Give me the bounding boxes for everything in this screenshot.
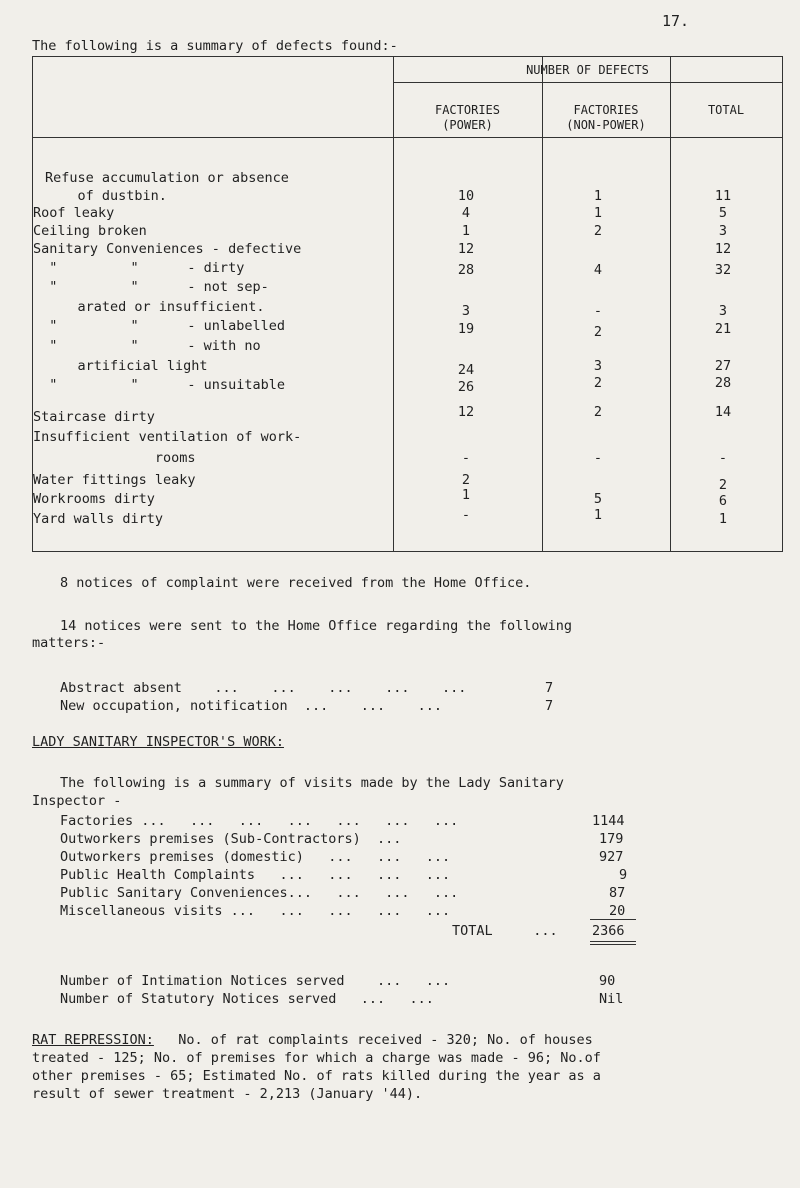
visit-value: 9: [619, 867, 628, 883]
visits-total-value: 2366: [592, 923, 625, 939]
cell-nonpower: 1: [593, 507, 603, 523]
matter-value: 7: [545, 698, 554, 714]
visits-total-label: TOTAL ...: [452, 923, 558, 939]
col-divider: [670, 57, 671, 551]
matter-value: 7: [545, 680, 554, 696]
rat-line: other premises - 65; Estimated No. of rats killed during the year as a: [32, 1068, 601, 1084]
cell-nonpower: 3: [593, 358, 603, 374]
intimation-value: 90: [599, 973, 616, 989]
header-power-line2: (POWER): [442, 118, 493, 132]
row-label: Insufficient ventilation of work-: [33, 429, 302, 445]
header-divider: [393, 82, 782, 83]
cell-power: 1: [461, 487, 471, 503]
rat-line: treated - 125; No. of premises for which a charge was made - 96; No.of: [32, 1050, 601, 1066]
cell-total: 11: [714, 188, 732, 204]
row-label: Roof leaky: [33, 205, 115, 221]
cell-nonpower: 1: [593, 205, 603, 221]
sum-rule: [590, 944, 636, 945]
notices-sent-line1: 14 notices were sent to the Home Office regarding the following: [60, 618, 573, 634]
cell-total: 5: [718, 205, 728, 221]
intimation-label: Number of Intimation Notices served ... ...: [60, 973, 451, 989]
lady-inspector-heading: LADY SANITARY INSPECTOR'S WORK:: [32, 734, 284, 750]
visits-intro-line1: The following is a summary of visits made by the Lady Sanitary: [60, 775, 564, 791]
cell-power: 24: [457, 362, 475, 378]
intro-text: The following is a summary of defects found:-: [32, 38, 398, 54]
col-divider: [393, 57, 394, 551]
cell-nonpower: 4: [593, 262, 603, 278]
row-label: Workrooms dirty: [33, 491, 155, 507]
notices-sent-line2: matters:-: [32, 635, 106, 651]
cell-total: 6: [718, 493, 728, 509]
cell-nonpower: 1: [593, 188, 603, 204]
cell-power: 28: [457, 262, 475, 278]
statutory-value: Nil: [599, 991, 624, 1007]
sum-rule: [590, 919, 636, 920]
row-label: Ceiling broken: [33, 223, 147, 239]
visit-label: Outworkers premises (domestic) ... ... ...: [60, 849, 451, 865]
cell-power: 3: [461, 303, 471, 319]
visit-value: 20: [609, 903, 626, 919]
matter-label: New occupation, notification ... ... ...: [60, 698, 443, 714]
cell-nonpower: 2: [593, 223, 603, 239]
cell-total: 14: [714, 404, 732, 420]
cell-total: 21: [714, 321, 732, 337]
cell-nonpower: 5: [593, 491, 603, 507]
row-label: " " - unsuitable: [33, 377, 285, 393]
cell-power: 26: [457, 379, 475, 395]
cell-nonpower: -: [593, 450, 603, 466]
header-number-of-defects: NUMBER OF DEFECTS: [526, 63, 649, 77]
header-total: TOTAL: [707, 103, 745, 117]
row-label: of dustbin.: [45, 188, 167, 204]
visit-label: Factories ... ... ... ... ... ... ...: [60, 813, 459, 829]
cell-power: 19: [457, 321, 475, 337]
visit-value: 1144: [592, 813, 625, 829]
cell-power: 10: [457, 188, 475, 204]
cell-nonpower: 2: [593, 404, 603, 420]
defects-table: [32, 56, 783, 552]
rat-line: No. of rat complaints received - 320; No. of houses: [162, 1032, 593, 1048]
visit-value: 927: [599, 849, 624, 865]
visit-label: Outworkers premises (Sub-Contractors) ...: [60, 831, 402, 847]
cell-total: 3: [718, 223, 728, 239]
cell-nonpower: -: [593, 303, 603, 319]
rat-repression-heading: RAT REPRESSION:: [32, 1032, 154, 1048]
row-label: Yard walls dirty: [33, 511, 164, 527]
cell-nonpower: 2: [593, 324, 603, 340]
row-label: artificial light: [45, 358, 208, 374]
cell-total: 27: [714, 358, 732, 374]
header-nonpower-line2: (NON-POWER): [566, 118, 646, 132]
cell-power: 1: [461, 223, 471, 239]
row-label: Staircase dirty: [33, 409, 155, 425]
row-label: " " - dirty: [33, 260, 245, 276]
cell-power: -: [461, 450, 471, 466]
cell-total: 3: [718, 303, 728, 319]
row-label: Water fittings leaky: [33, 472, 196, 488]
sum-rule: [590, 941, 636, 942]
cell-total: -: [718, 450, 728, 466]
col-divider: [542, 57, 543, 551]
row-label: Refuse accumulation or absence: [45, 170, 289, 186]
visit-value: 87: [609, 885, 626, 901]
cell-nonpower: 2: [593, 375, 603, 391]
statutory-label: Number of Statutory Notices served ... ...: [60, 991, 434, 1007]
row-label: Sanitary Conveniences - defective: [33, 241, 302, 257]
cell-power: 4: [461, 205, 471, 221]
header-power-line1: FACTORIES: [434, 103, 501, 117]
visit-label: Miscellaneous visits ... ... ... ... ...: [60, 903, 451, 919]
notices-received: 8 notices of complaint were received from the Home Office.: [60, 575, 532, 591]
row-label: " " - with no: [33, 338, 261, 354]
cell-power: 12: [457, 404, 475, 420]
row-label: rooms: [33, 450, 196, 466]
header-bottom-line: [33, 137, 782, 138]
header-nonpower-line1: FACTORIES: [573, 103, 639, 117]
cell-power: 12: [457, 241, 475, 257]
cell-power: -: [461, 507, 471, 523]
page-number: 17.: [662, 12, 690, 30]
visits-intro-line2: Inspector -: [32, 793, 122, 809]
cell-power: 2: [461, 472, 471, 488]
visit-label: Public Sanitary Conveniences... ... ... ...: [60, 885, 459, 901]
visit-value: 179: [599, 831, 624, 847]
cell-total: 12: [714, 241, 732, 257]
row-label: " " - not sep-: [33, 279, 269, 295]
visit-label: Public Health Complaints ... ... ... ...: [60, 867, 451, 883]
row-label: arated or insufficient.: [45, 299, 265, 315]
row-label: " " - unlabelled: [33, 318, 285, 334]
cell-total: 28: [714, 375, 732, 391]
rat-line: result of sewer treatment - 2,213 (January '44).: [32, 1086, 423, 1102]
cell-total: 32: [714, 262, 732, 278]
cell-total: 2: [718, 477, 728, 493]
matter-label: Abstract absent ... ... ... ... ...: [60, 680, 467, 696]
cell-total: 1: [718, 511, 728, 527]
